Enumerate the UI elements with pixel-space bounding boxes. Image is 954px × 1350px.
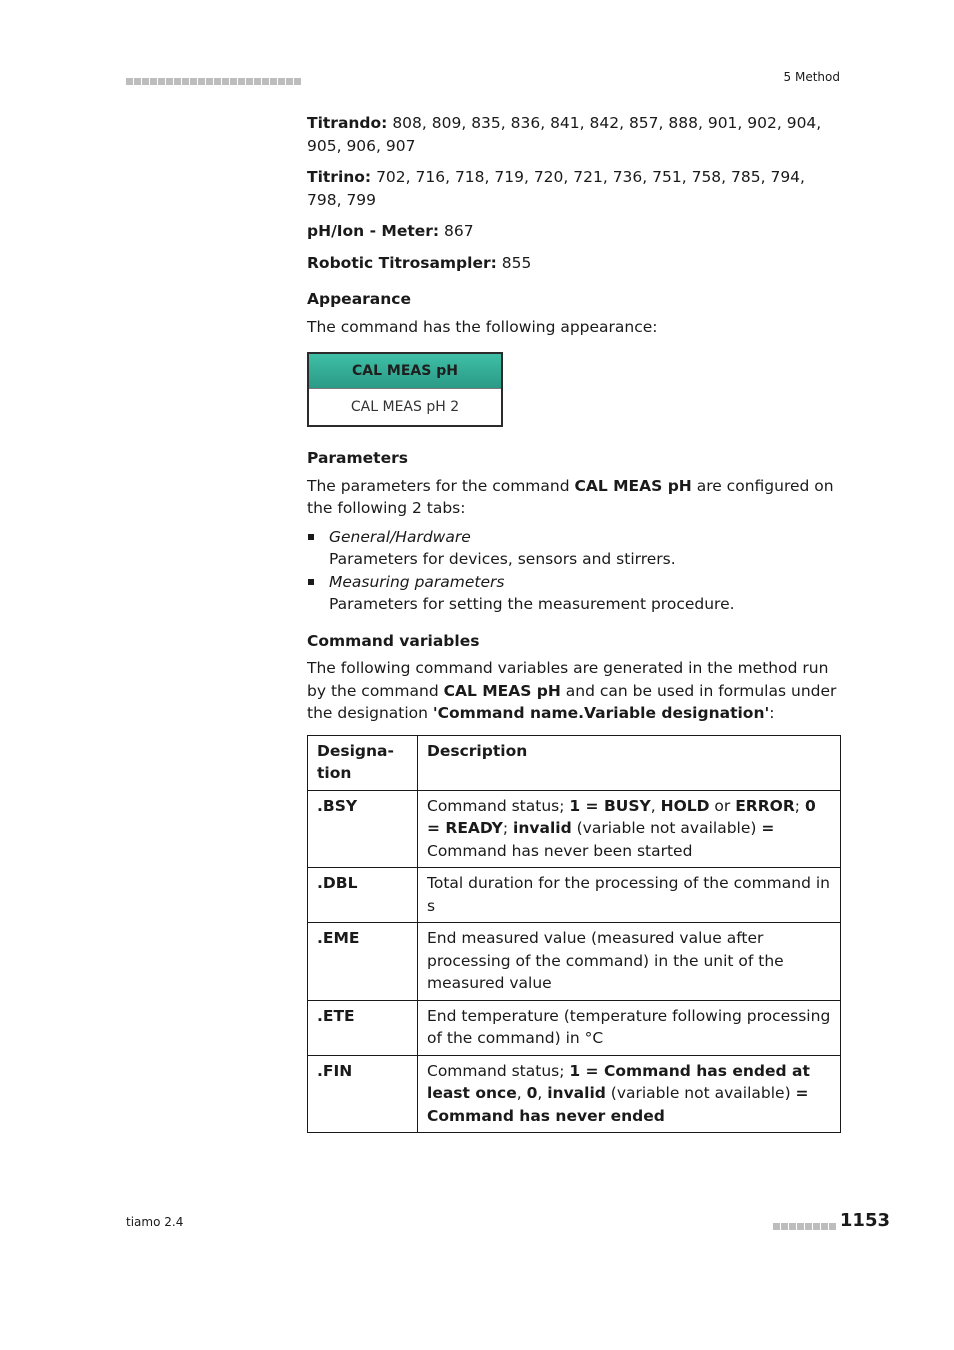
titrino-label: Titrino: <box>307 168 372 186</box>
phion-line <box>307 220 841 243</box>
variable-name: .EME <box>308 923 418 1001</box>
tab-description: Parameters for setting the measurement procedure. <box>329 595 735 613</box>
variable-name: .FIN <box>308 1055 418 1133</box>
parameters-text-pre: The parameters for the command <box>307 476 575 495</box>
header-decoration <box>126 72 302 90</box>
variable-description: End measured value (measured value after processing of the command) in the unit of the measured value <box>418 923 841 1001</box>
command-widget <box>307 352 503 427</box>
command-variables-text <box>307 657 841 725</box>
robotic-line <box>307 252 841 275</box>
header-description: Description <box>418 735 841 790</box>
variable-description: Command status; 1 = BUSY, HOLD or ERROR; 0 = READY; invalid (variable not available) = Command has never been started <box>418 790 841 868</box>
titrando-value: 808, 809, 835, 836, 841, 842, 857, 888, 901, 902, 904, 905, 906, 907 <box>307 114 822 155</box>
appearance-text: The command has the following appearance: <box>307 317 658 336</box>
tab-name: General/Hardware <box>329 527 471 546</box>
variable-description: Total duration for the processing of the command in s <box>418 868 841 923</box>
table-row <box>308 923 841 1001</box>
page-content <box>307 112 841 1133</box>
table-row <box>308 790 841 868</box>
cv-command-name: CAL MEAS pH <box>443 681 561 700</box>
cv-text-pre: The following command variables are generated in the method run by the command <box>307 659 829 700</box>
command-widget-title: CAL MEAS pH <box>309 354 501 389</box>
tab-name: Measuring parameters <box>329 572 505 591</box>
variable-name: .ETE <box>308 1000 418 1055</box>
robotic-label: Robotic Titrosampler: <box>307 253 497 272</box>
footer-decoration <box>773 1217 837 1235</box>
table-row <box>308 1055 841 1133</box>
bullet-icon <box>308 534 314 540</box>
header-designation: Designation <box>308 735 418 790</box>
variable-description: Command status; 1 = Command has ended at least once, 0, invalid (variable not available) = Command has never ended <box>418 1055 841 1133</box>
running-header-section: 5 Method <box>783 70 840 84</box>
table-row <box>308 868 841 923</box>
cv-text-post: : <box>769 704 775 722</box>
table-row <box>308 1000 841 1055</box>
variable-name: .BSY <box>308 790 418 868</box>
titrino-line <box>307 166 841 211</box>
command-variables-heading: Command variables <box>307 631 480 650</box>
table-header-row <box>308 735 841 790</box>
parameters-text-post: are configured on the following 2 tabs: <box>307 476 834 517</box>
cv-text-mid: and can be used in formulas under the designation <box>307 681 837 722</box>
command-widget-name: CAL MEAS pH 2 <box>350 399 460 415</box>
tabs-list <box>307 526 841 616</box>
footer-product: tiamo 2.4 <box>126 1215 184 1229</box>
bullet-icon <box>308 579 314 585</box>
parameters-command-name: CAL MEAS pH <box>574 476 692 495</box>
phion-label: pH/Ion - Meter: <box>307 222 440 240</box>
phion-value: 867 <box>439 222 474 240</box>
variable-name: .DBL <box>308 868 418 923</box>
variables-table <box>307 735 841 1134</box>
robotic-value: 855 <box>496 253 532 272</box>
parameters-heading: Parameters <box>307 449 408 467</box>
parameters-text <box>307 475 841 520</box>
tab-description: Parameters for devices, sensors and stirrers. <box>329 550 676 568</box>
variable-description: End temperature (temperature following processing of the command) in °C <box>418 1000 841 1055</box>
titrando-label: Titrando: <box>307 114 388 132</box>
titrino-value: 702, 716, 718, 719, 720, 721, 736, 751, 758, 785, 794, 798, 799 <box>307 168 805 209</box>
cv-designation: 'Command name.Variable designation' <box>432 704 770 722</box>
titrando-line <box>307 112 841 157</box>
list-item <box>307 526 841 571</box>
page-number: 1153 <box>839 1210 890 1231</box>
appearance-heading: Appearance <box>307 290 411 308</box>
list-item <box>307 571 841 616</box>
